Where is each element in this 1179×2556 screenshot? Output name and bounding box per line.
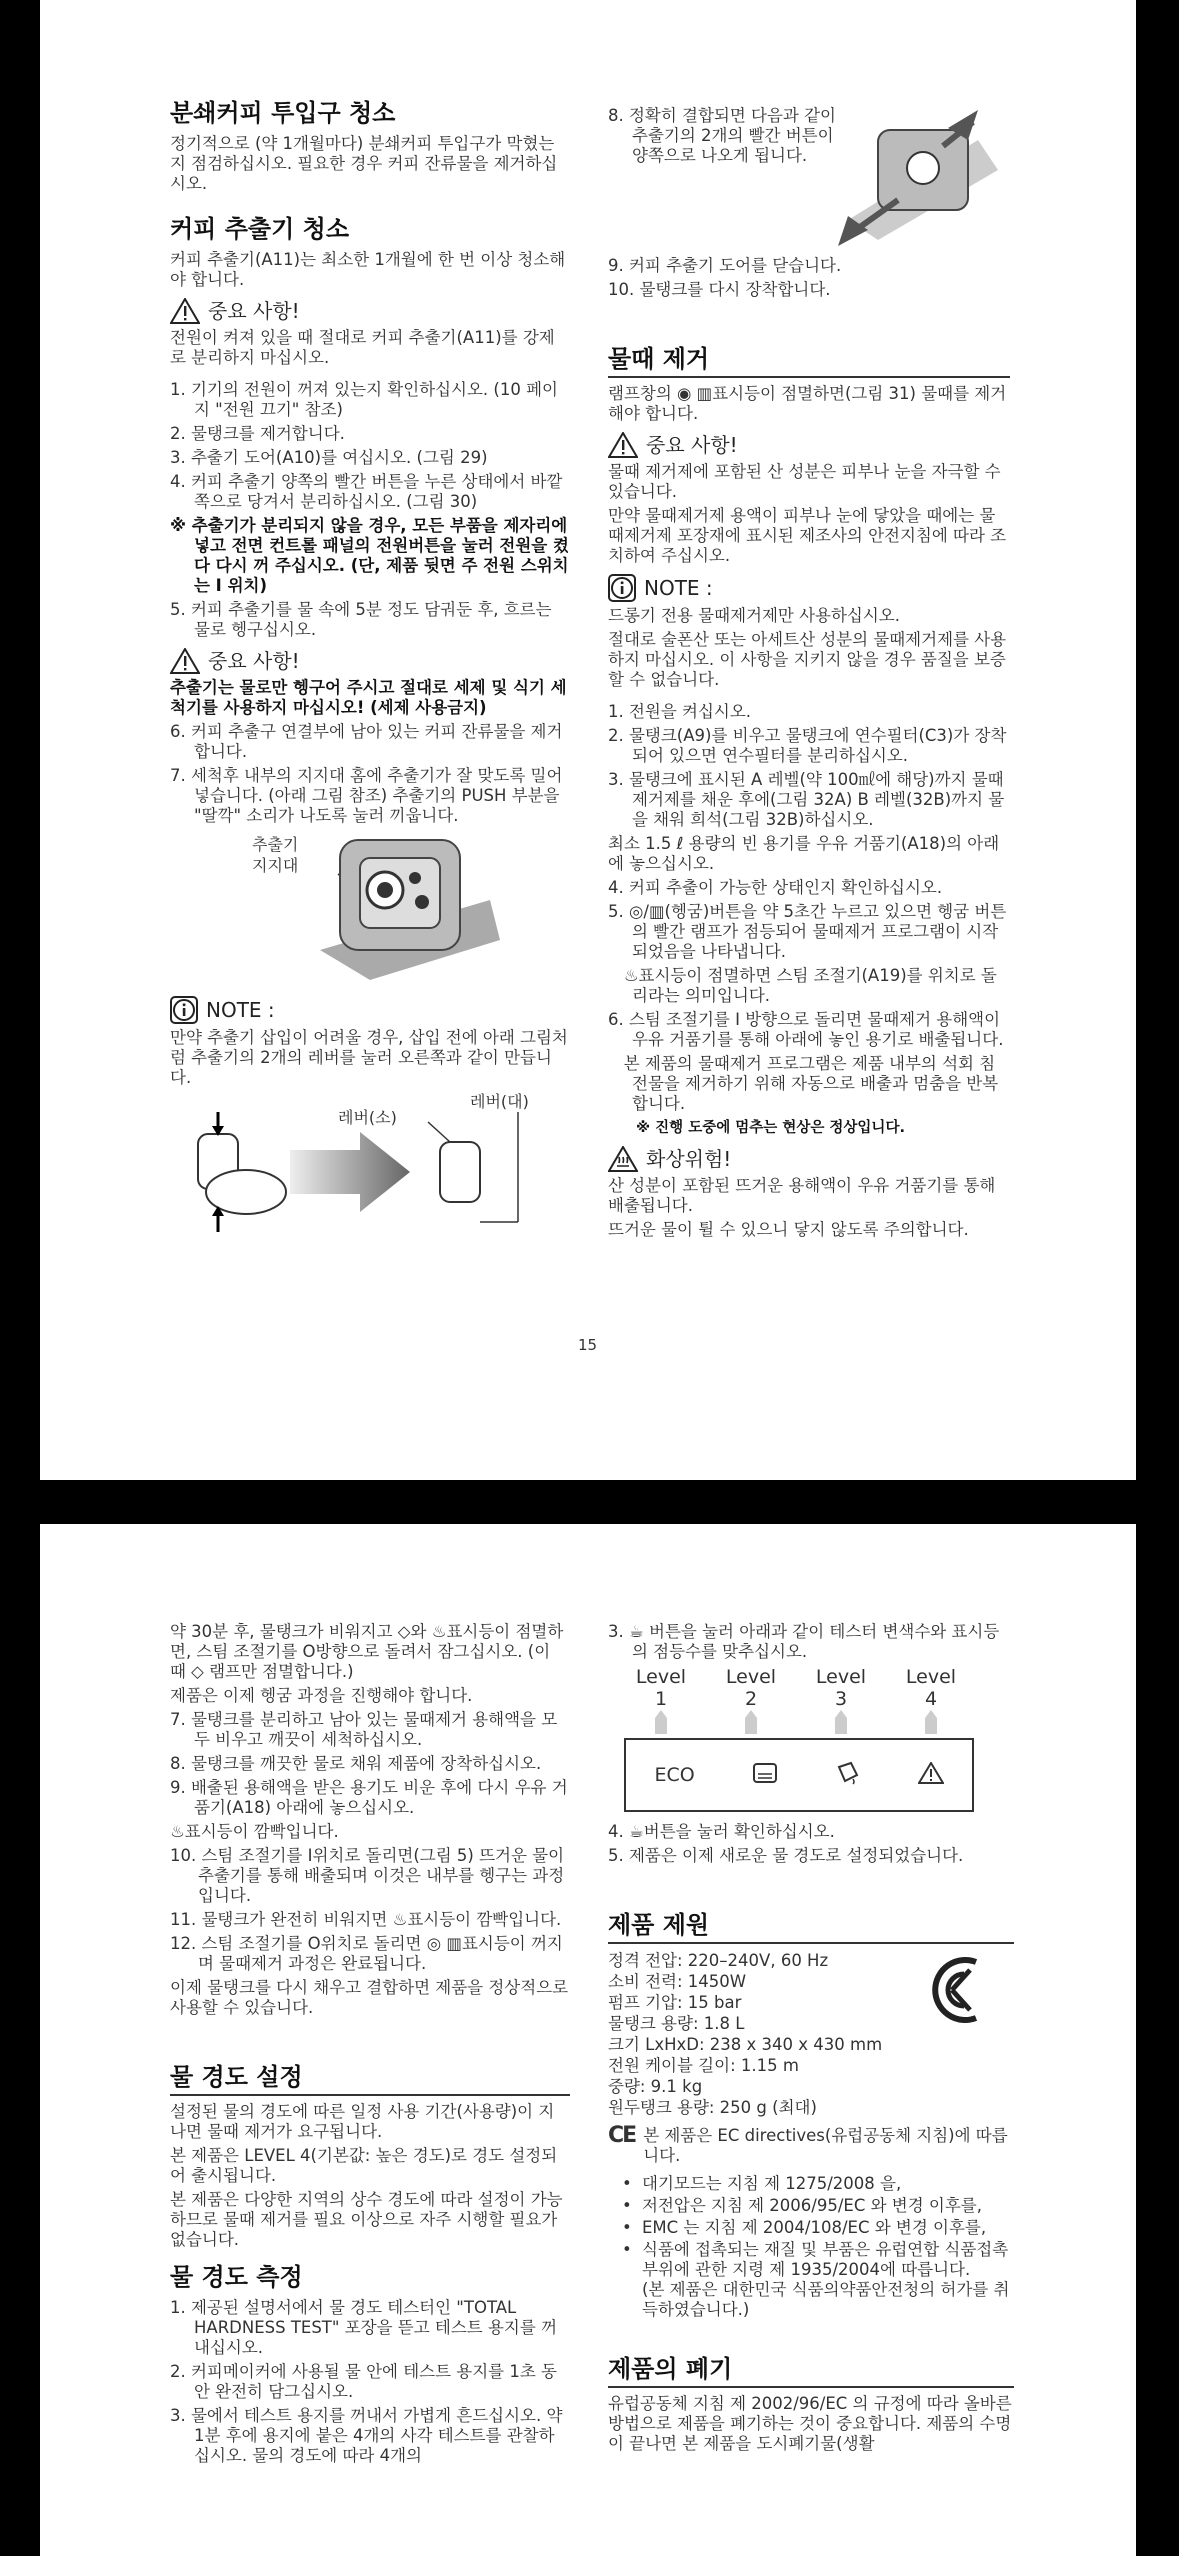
list-item: 3. 물에서 테스트 용지를 꺼내서 가볍게 흔드십시오. 약 1분 후에 용지에 붙은 4개의 사각 테스트를 관찰하십시오. 물의 경도에 따라 4개의 [170, 2406, 568, 2465]
warning-note: ※ 추출기가 분리되지 않을 경우, 모든 부품을 제자리에 넣고 전면 컨트롤 패널의 전원버튼을 눌러 전원을 켰다 다시 꺼 주십시오. (단, 제품 뒷면 주 전원 스위치는 I 위치) [170, 516, 573, 595]
list-item: 3. 물탱크에 표시된 A 레벨(약 100㎖에 해당)까지 물때제거제를 채운 후에(그림 32A) B 레벨(32B)까지 물을 채워 희석(그림 32B)하십시오. [608, 770, 1005, 829]
level-indicators [616, 1710, 976, 1734]
note-text-right-1: 드롱기 전용 물때제거제만 사용하십시오. [608, 606, 900, 625]
level-3-label: Level 3 [815, 1666, 867, 1710]
directive-item: • EMC 는 지침 제 2004/108/EC 와 변경 이후를, [622, 2218, 987, 2237]
spec-line: 소비 전력: 1450W [608, 1972, 747, 1991]
section-title-descaling: 물때 제거 [608, 344, 1010, 378]
list-item: 본 제품의 물때제거 프로그램은 제품 내부의 석회 침전물을 제거하기 위해 자동으로 배출과 멈춤을 반복합니다. [608, 1054, 999, 1113]
list-item: 3. ☕ 버튼을 눌러 아래과 같이 테스터 변색수와 표시등의 점등수를 맞추십시오. [608, 1622, 1000, 1661]
brew-unit-figure [170, 830, 570, 990]
note-header-left [170, 996, 570, 1024]
brew-unit-buttons-illustration [828, 110, 1008, 250]
paragraph-rinse: 제품은 이제 헹굼 과정을 진행해야 합니다. [170, 1686, 473, 1705]
important-title-2: 중요 사항! [208, 649, 300, 673]
lever-figure [170, 1092, 570, 1232]
list-item: 1. 제공된 설명서에서 물 경도 테스터인 "TOTAL HARDNESS TEST" 포장을 뜯고 테스트 용지를 꺼내십시오. [170, 2298, 557, 2357]
paragraph-hardness-3: 본 제품은 다양한 지역의 상수 경도에 따라 설정이 가능하므로 물때 제거를 필요 이상으로 자주 시행할 필요가 없습니다. [170, 2190, 563, 2249]
water-tank-icon [752, 1762, 778, 1788]
eco-label: ECO [654, 1764, 695, 1786]
list-item: 3. 추출기 도어(A10)를 여십시오. (그림 29) [170, 448, 488, 467]
indicator-lit-icon [921, 1710, 941, 1734]
list-item: 4. ☕버튼을 눌러 확인하십시오. [608, 1822, 835, 1841]
alarm-triangle-icon [918, 1762, 944, 1788]
indicator-lit-icon [831, 1710, 851, 1734]
page-number: 15 [578, 1336, 598, 1354]
list-item: 5. 커피 추출기를 물 속에 5분 정도 담궈둔 후, 흐르는 물로 헹구십시오. [170, 600, 557, 639]
warning-triangle-icon [170, 298, 200, 324]
burn-warning-text-2: 뜨거운 물이 튈 수 있으니 닿지 않도록 주의합니다. [608, 1220, 969, 1239]
list-item: 7. 물탱크를 분리하고 남아 있는 물때제거 용해액을 모두 비우고 깨끗이 세척하십시오. [170, 1710, 558, 1749]
spec-line: 크기 LxHxD: 238 x 340 x 430 mm [608, 2035, 883, 2054]
burn-warning-title: 화상위험! [646, 1147, 732, 1171]
level-1-label: Level 1 [635, 1666, 687, 1710]
burn-warning-text-1: 산 성분이 포함된 뜨거운 용해액이 우유 거품기를 통해 배출됩니다. [608, 1176, 1001, 1215]
section-title-grounds: 분쇄커피 투입구 청소 [170, 99, 396, 127]
ce-text: 본 제품은 EC directives(유럽공동체 지침)에 따릅니다. [643, 2126, 1008, 2165]
level-2-label: Level 2 [725, 1666, 777, 1710]
paragraph-disposal: 유럽공동체 지침 제 2002/96/EC 의 규정에 따라 올바른 방법으로 제품을 폐기하는 것이 중요합니다. 제품의 수명이 끝나면 본 제품을 도시폐기물(생활 [608, 2394, 1017, 2453]
control-panel-lights [624, 1738, 974, 1812]
important-text-2: 추출기는 물로만 헹구어 주시고 절대로 세제 및 식기 세척기를 사용하지 마십시오! (세제 사용금지) [170, 678, 567, 717]
manual-page-15 [40, 0, 1136, 1480]
spec-line: 중량: 9.1 kg [608, 2077, 703, 2096]
section-title-hardness-measure: 물 경도 측정 [170, 2263, 303, 2291]
list-item: 8. 물탱크를 깨끗한 물로 채워 제품에 장착하십시오. [170, 1754, 542, 1773]
warning-triangle-icon [170, 648, 200, 674]
page1-left-column [170, 98, 573, 1232]
paragraph-after-30min: 약 30분 후, 물탱크가 비워지고 ◇와 ♨표시등이 점멸하면, 스팀 조절기를 O방향으로 돌려서 잠그십시오. (이 때 ◇ 램프만 점멸합니다.) [170, 1622, 564, 1681]
list-item: ♨표시등이 점멸하면 스팀 조절기(A19)를 위치로 돌리라는 의미입니다. [608, 966, 997, 1005]
section-title-disposal: 제품의 폐기 [608, 2354, 1014, 2388]
list-item: 4. 커피 추출이 가능한 상태인지 확인하십시오. [608, 878, 943, 897]
figure-label-support: 추출기 지지대 [252, 835, 299, 875]
indicator-lit-icon [651, 1710, 671, 1734]
note-title-right: NOTE : [644, 576, 713, 600]
ce-mark-icon: CE [608, 2123, 636, 2148]
directive-item: • 대기모드는 지침 제 1275/2008 을, [622, 2174, 902, 2193]
spec-line: 펌프 기압: 15 bar [608, 1993, 742, 2012]
label-lever-small: 레버(소) [338, 1108, 397, 1127]
section-title-water-hardness: 물 경도 설정 [170, 2062, 570, 2096]
paragraph-brew-unit: 커피 추출기(A11)는 최소한 1개월에 한 번 이상 청소해야 합니다. [170, 250, 566, 289]
manual-page-16 [40, 1524, 1136, 2556]
list-item: 9. 배출된 용해액을 받은 용기도 비운 후에 다시 우유 거품기(A18) 아래에 놓으십시오. [170, 1778, 568, 1817]
directive-item: • 식품에 접촉되는 재질 및 부품은 유럽연합 식품접촉 부위에 관한 지령 제 1935/2004에 따릅니다. (본 제품은 대한민국 식품의약품안전청의 허가를 취득하였습니다.) [622, 2240, 1010, 2319]
indicator-lit-icon [741, 1710, 761, 1734]
list-item: 7. 세척후 내부의 지지대 홈에 추출기가 잘 맞도록 밀어 넣습니다. (아래 그림 참조) 추출기의 PUSH 부분을 "딸깍" 소리가 나도록 눌러 끼웁니다. [170, 766, 568, 825]
list-item: 1. 전원을 켜십시오. [608, 702, 752, 721]
list-item: 10. 물탱크를 다시 장착합니다. [608, 280, 831, 299]
burn-warning-header [608, 1146, 1010, 1172]
list-item: 9. 커피 추출기 도어를 닫습니다. [608, 256, 842, 275]
important-header-3 [608, 432, 1010, 458]
spec-line: 전원 케이블 길이: 1.15 m [608, 2056, 799, 2075]
paragraph-descaling: 램프창의 ◉ ▥표시등이 점멸하면(그림 31) 물때를 제거해야 합니다. [608, 384, 1007, 423]
level-4-label: Level 4 [905, 1666, 957, 1710]
ce-statement [608, 2123, 1014, 2166]
important-title-1: 중요 사항! [208, 299, 300, 323]
brew-unit-illustration [250, 830, 510, 990]
paragraph-container: 최소 1.5 ℓ 용량의 빈 용기를 우유 거품기(A18)의 아래에 놓으십시오. [608, 834, 1000, 873]
paragraph-grounds: 정기적으로 (약 1개월마다) 분쇄커피 투입구가 막혔는지 점검하십시오. 필요한 경우 커피 잔류물을 제거하십시오. [170, 134, 558, 193]
list-item: 2. 물탱크를 제거합니다. [170, 424, 345, 443]
note-header-right [608, 574, 1010, 602]
important-title-3: 중요 사항! [646, 433, 738, 457]
page2-right-column [608, 1622, 1017, 2458]
info-icon [170, 996, 198, 1024]
normal-operation-note: ※ 진행 도중에 멈추는 현상은 정상입니다. [636, 1120, 905, 1136]
page2-left-column [170, 1622, 574, 2470]
label-lever-big: 레버(대) [470, 1092, 529, 1111]
note-title-left: NOTE : [206, 998, 275, 1022]
directive-item: • 저전압은 지침 제 2006/95/EC 와 변경 이후를, [622, 2196, 982, 2215]
note-text-left: 만약 추출기 삽입이 어려울 경우, 삽입 전에 아래 그림처럼 추출기의 2개의 레버를 눌러 오른쪽과 같이 만듭니다. [170, 1028, 568, 1087]
list-item: 1. 기기의 전원이 꺼져 있는지 확인하십시오. (10 페이지 "전원 끄기" 참조) [170, 380, 558, 419]
list-item: 2. 물탱크(A9)를 비우고 물탱크에 연수필터(C3)가 장착되어 있으면 연수필터를 분리하십시오. [608, 726, 1007, 765]
paragraph-hardness-2: 본 제품은 LEVEL 4(기본값: 높은 경도)로 경도 설정되어 출시됩니다. [170, 2146, 558, 2185]
important-text-1: 전원이 켜져 있을 때 절대로 커피 추출기(A11)를 강제로 분리하지 마십시오. [170, 328, 555, 367]
list-item: 5. 제품은 이제 새로운 물 경도로 설정되었습니다. [608, 1846, 964, 1865]
important-header-2 [170, 648, 570, 674]
list-item: 2. 커피메이커에 사용될 물 안에 테스트 용지를 1초 동안 완전히 담그십시오. [170, 2362, 557, 2401]
section-title-specifications: 제품 제원 [608, 1910, 1014, 1944]
list-item: 5. ◎/▥(헹굼)버튼을 약 5초간 누르고 있으면 헹굼 버튼의 빨간 램프가 점등되어 물때제거 프로그램이 시작되었음을 나타냅니다. [608, 902, 1007, 961]
list-item: 4. 커피 추출기 양쪽의 빨간 버튼을 누른 상태에서 바깥쪽으로 당겨서 분리하십시오. (그림 30) [170, 472, 563, 511]
paragraph-blink: ♨표시등이 깜빡입니다. [170, 1822, 339, 1841]
important-text-3a: 물때 제거제에 포함된 산 성분은 피부나 눈을 자극할 수 있습니다. [608, 462, 1006, 501]
info-icon [608, 574, 636, 602]
important-header-1 [170, 298, 570, 324]
list-item: 10. 스팀 조절기를 I위치로 돌리면(그림 5) 뜨거운 물이 추출기를 통해 배출되며 이것은 내부를 헹구는 과정입니다. [170, 1846, 570, 1905]
hardness-levels [616, 1666, 976, 1710]
paragraph-hardness-1: 설정된 물의 경도에 따른 일정 사용 기간(사용량)이 지나면 물때 제거가 요구됩니다. [170, 2102, 555, 2141]
list-item: 6. 스팀 조절기를 I 방향으로 돌리면 물때제거 용해액이 우유 거품기를 통해 아래에 놓인 용기로 배출됩니다. [608, 1010, 1006, 1049]
spec-block [608, 1950, 1014, 2118]
list-item: 12. 스팀 조절기를 O위치로 돌리면 ◎ ▥표시등이 꺼지며 물때제거 과정은 완료됩니다. [170, 1934, 563, 1973]
list-item: 6. 커피 추출구 연결부에 남아 있는 커피 잔류물을 제거합니다. [170, 722, 563, 761]
hot-surface-warning-icon [608, 1146, 638, 1172]
list-item: 8. 정확히 결합되면 다음과 같이 추출기의 2개의 빨간 버튼이 양쪽으로 나오게 됩니다. [608, 106, 842, 165]
paragraph-end: 이제 물탱크를 다시 채우고 결합하면 제품을 정상적으로 사용할 수 있습니다. [170, 1978, 574, 2017]
note-text-right-2: 절대로 술폰산 또는 아세트산 성분의 물때제거제를 사용하지 마십시오. 이 사항을 지키지 않을 경우 품질을 보증할 수 없습니다. [608, 630, 1007, 689]
spec-line: 정격 전압: 220–240V, 60 Hz [608, 1951, 829, 1970]
warning-triangle-icon [608, 432, 638, 458]
page1-right-column [608, 106, 1010, 1244]
list-item: 11. 물탱크가 완전히 비워지면 ♨표시등이 깜빡입니다. [170, 1910, 562, 1929]
section-title-brew-unit: 커피 추출기 청소 [170, 215, 349, 243]
spec-line: 물탱크 용량: 1.8 L [608, 2014, 745, 2033]
lever-illustration [170, 1112, 570, 1232]
step8-block [608, 106, 1010, 256]
descale-icon [835, 1761, 861, 1789]
spec-line: 원두탱크 용량: 250 g (최대) [608, 2098, 817, 2117]
important-text-3b: 만약 물때제거제 용액이 피부나 눈에 닿았을 때에는 물때제거제 포장재에 표시된 제조사의 안전지침에 따라 조치하여 주십시오. [608, 506, 1007, 565]
kc-certification-mark-icon [930, 1956, 986, 2024]
